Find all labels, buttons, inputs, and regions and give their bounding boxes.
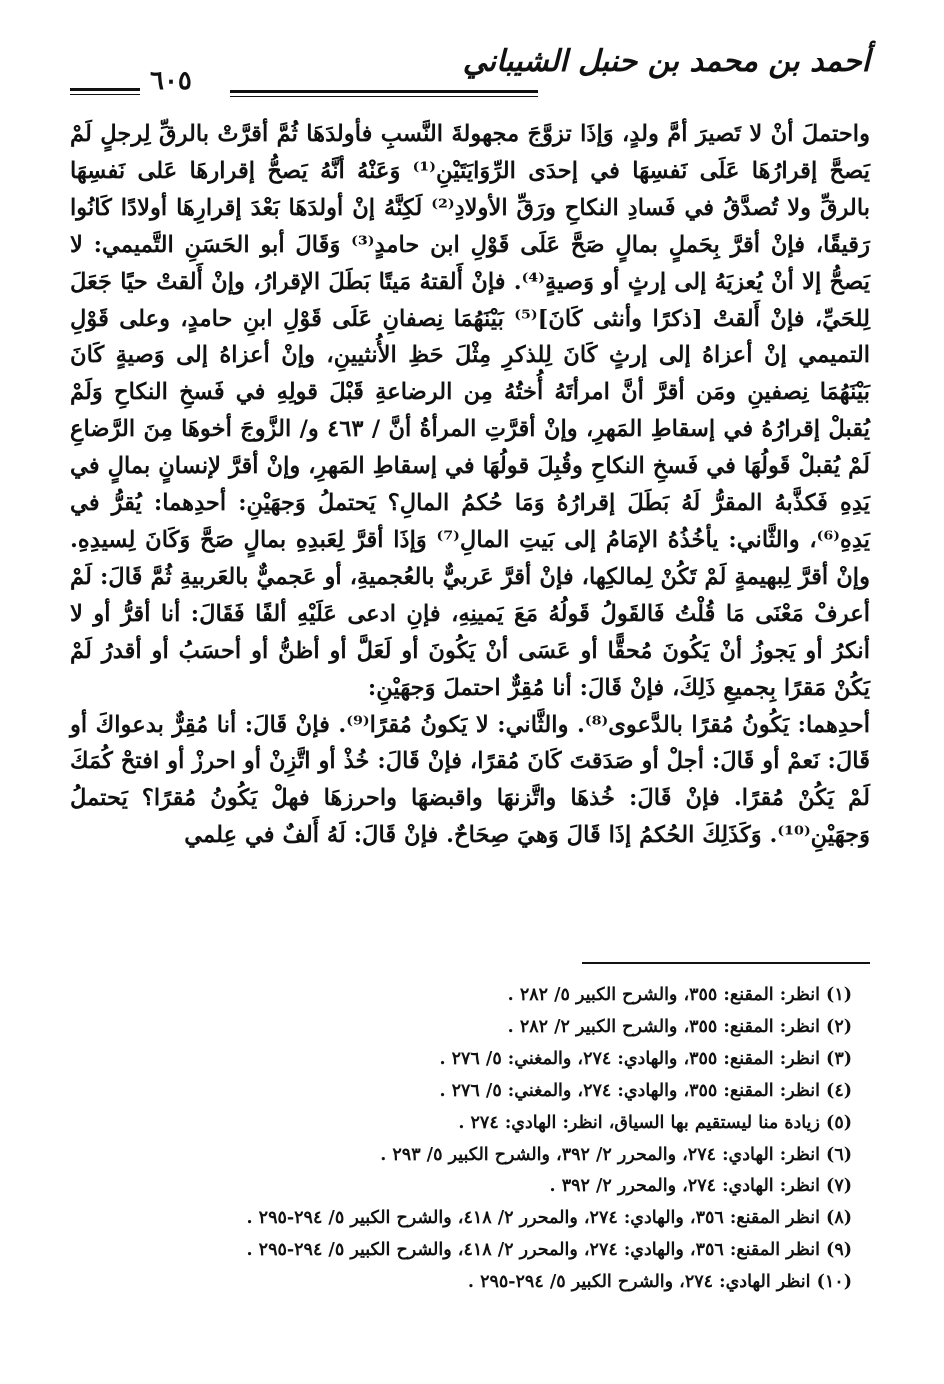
header-rule-left (70, 88, 140, 91)
footnote: (٢) انظر: المقنع: ٣٥٥، والشرح الكبير ٢/ ٢٨٢ . (507, 1016, 852, 1037)
footnotes (92, 980, 852, 1299)
paragraph: واحتملَ أنْ لا تَصيرَ أمَّ ولدٍ، وَإذَا تزوَّجَ مجهولةَ النَّسبِ فأولدَهَا ثُمَّ أقرَّتْ بالرقِّ لِرجلٍ لَمْ يَصحَّ إقرارُهَا عَلَى نَفسِهَا في إحدَى الرِّوَايَتَيْنِ⁽¹⁾ وَعَنْهُ أنَّهُ يَصحُّ إقرارهَا عَلى نَفسِهَا بالرقِّ ولا تُصدَّقُ في فَسادِ النكاحِ ورَقِّ الأولادِ⁽²⁾ لَكِنَّهُ إنْ أولدَهَا بَعْدَ إقرارِهَا أولادًا كَانُوا رَقيقًا، فإنْ أقرَّ بِحَملٍ بمالٍ صَحَّ عَلَى قَوْلِ ابن حامدٍ⁽³⁾ وَقَالَ أبو الحَسَنِ التَّميمي: لا يَصحُّ إلا أنْ يُعزيَهُ إلى إرثٍ أو وَصيةٍ⁽⁴⁾. فإنْ أَلقتهُ مَيتًا بَطَلَ الإقرارُ، وإنْ أَلقتْ حيًا جَعَلَ لِلحَيِّ، فإنْ أَلقتْ [ذكرًا وأنثى كَانَ]⁽⁵⁾ بَيْنَهُمَا نِصفانِ عَلَى قَوْلِ ابنِ حامدٍ، وعلى قَوْلِ التميمي إنْ أعزاهُ إلى إرثٍ كَانَ لِلذكرِ مِثْلَ حَظِ الأُنثيينِ، وإنْ أعزاهُ إلى وَصيةٍ كَانَ بَيْنَهُمَا نِصفينِ ومَن أقرَّ أنَّ امرأتَهُ أُختُهُ مِن الرضاعةِ قَبْلَ قولِهِ في فَسخِ النكاحِ وَلَمْ يُقبلْ إقرارُهُ في إسقاطِ المَهرِ، وإنْ أقرَّتِ المرأةُ أنَّ / ٤٦٣ و/ الزَّوجَ أخوهَا مِنَ الرَّضاعِ لَمْ يُقبلْ قَولُهَا في فَسخِ النكاحِ وقُبِلَ قولُهَا في إسقاطِ المَهرِ، وإنْ أقرَّ لإنسانٍ بمالٍ في يَدِهِ فَكذَّبهُ المقرُّ لَهُ بَطَلَ إقرارُهُ وَمَا حُكمُ المالِ؟ يَحتملُ وَجهَيْنِ: أحدِهما: يُقرُّ في يَدِهِ⁽⁶⁾، والثَّاني: يأخُذُهُ الإمَامُ إلى بَيتِ المالِ⁽⁷⁾ وَإذَا أقرَّ لِعَبدِهِ بمالٍ صَحَّ وَكَانَ لِسيدِهِ. وإنْ أقرَّ لِبهيمةٍ لَمْ تَكُنْ لِمالكِها، فإنْ أقرَّ عَربيٌّ بالعُجميةِ، أو عَجميٌّ بالعَربيةِ ثُمَّ قَالَ: لَمْ أعرفْ مَعْنَى مَا قُلْتُ فَالقَولُ قَولُهُ مَعَ يَمينِهِ، فإنِ ادعى عَلَيْهِ ألفًا فَقَالَ: أنا أقرُّ أو لا أنكرُ أو يَجوزُ أنْ يَكُونَ مُحقًّا أو عَسَى أنْ يَكُونَ أو لَعَلَّ أو أظنُّ أو أحسَبُ أو أقدرُ لَمْ يَكُنْ مَقرًا بِجميعِ ذَلِكَ، فإنْ قَالَ: أنا مُقِرٌّ احتملَ وَجهَيْنِ: (70, 121, 871, 701)
footnote: (٦) انظر: الهادي: ٢٧٤، والمحرر ٢/ ٣٩٢، والشرح الكبير ٥/ ٢٩٣ . (380, 1144, 852, 1165)
header-rule (230, 90, 538, 93)
paragraph: أحدِهما: يَكُونُ مُقرًا بالدَّعوى⁽⁸⁾. والثَّاني: لا يَكونُ مُقرًا⁽⁹⁾. فإنْ قَالَ: أنا مُقِرٌّ بدعواكَ أو قَالَ: نَعمْ أو قَالَ: أجلْ أو صَدَقتَ كَانَ مُقرًا، فإنْ قَالَ: خُذْ أو اتَّزِنْ أو احرزْ أو افتحْ كُمَكَ لَمْ يَكُنْ مُقرًا. فإنْ قَالَ: خُذهَا واتَّزنهَا واقبضهَا واحرزهَا فهلْ يَكُونُ مُقرًا؟ يَحتملُ وَجهَيْنِ⁽¹⁰⁾. وَكَذَلِكَ الحُكمُ إذَا قَالَ وَهيَ صِحَاحٌ. فإنْ قَالَ: لَهُ أَلفٌ في عِلمي (70, 711, 870, 849)
header-rule-left-thin (70, 94, 140, 95)
footnote-separator (582, 962, 870, 964)
footnote: (١) انظر: المقنع: ٣٥٥، والشرح الكبير ٥/ ٢٨٢ . (507, 985, 852, 1005)
running-header (70, 44, 870, 104)
running-title: أحمد بن محمد بن حنبل الشيباني (462, 44, 870, 79)
footnote: (١٠) انظر الهادي: ٢٧٤، والشرح الكبير ٥/ ٢٩٤-٢٩٥ . (467, 1272, 852, 1293)
header-rule-thin (230, 96, 538, 97)
footnote: (٣) انظر: المقنع: ٣٥٥، والهادي: ٢٧٤، والمغني: ٥/ ٢٧٦ . (439, 1048, 852, 1069)
footnote: (٧) انظر: الهادي: ٢٧٤، والمحرر ٢/ ٣٩٢ . (549, 1176, 852, 1197)
main-text (70, 116, 870, 854)
footnote: (٩) انظر المقنع: ٣٥٦، والهادي: ٢٧٤، والمحرر ٢/ ٤١٨، والشرح الكبير ٥/ ٢٩٤-٢٩٥ . (246, 1240, 852, 1261)
footnote: (٨) انظر المقنع: ٣٥٦، والهادي: ٢٧٤، والمحرر ٢/ ٤١٨، والشرح الكبير ٥/ ٢٩٤-٢٩٥ . (246, 1208, 852, 1229)
page-number: ٦٠٥ (150, 66, 192, 96)
footnote: (٥) زيادة منا ليستقيم بها السياق، انظر: الهادي: ٢٧٤ . (458, 1112, 852, 1133)
footnote: (٤) انظر: المقنع: ٣٥٥، والهادي: ٢٧٤، والمغني: ٥/ ٢٧٦ . (439, 1080, 852, 1101)
